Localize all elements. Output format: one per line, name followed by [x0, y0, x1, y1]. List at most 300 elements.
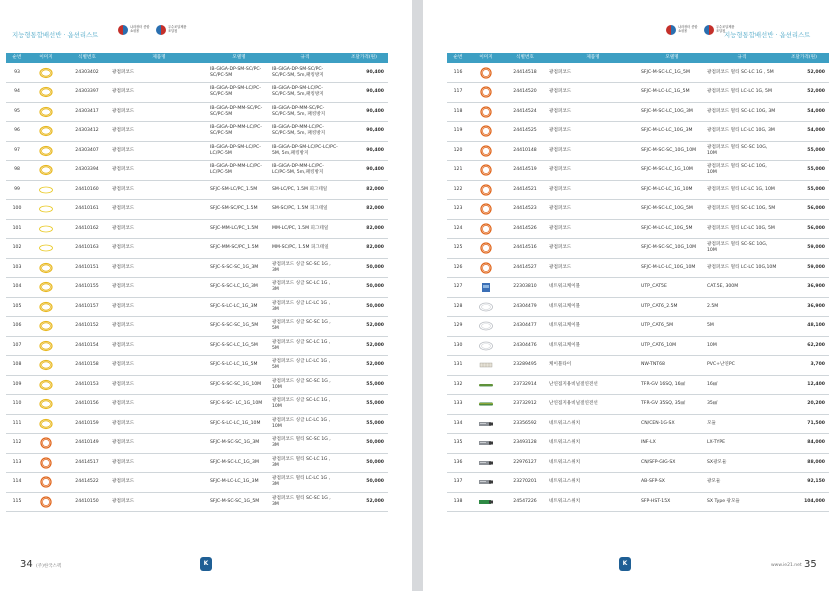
model-name: SFJC-SM-SC/PC_1.5M	[210, 206, 258, 212]
model-name: SFJC-MM-LC/PC_1.5M	[210, 225, 259, 231]
spec: 광점퍼코드 멀티 SC-LC 10G, 5M	[707, 206, 776, 212]
loop-y-icon	[38, 223, 54, 235]
coil-y-icon	[38, 145, 54, 157]
row-number: 107	[12, 342, 22, 348]
identification-number: 24303397	[75, 89, 99, 95]
taegeuk-icon	[156, 25, 166, 35]
table-row	[447, 102, 829, 122]
identification-number: 24410162	[75, 225, 99, 231]
spec: 광점퍼코드 싱글 SC-SC 1G , 10M	[272, 378, 331, 390]
identification-number: 24410152	[75, 323, 99, 329]
identification-number: 24414521	[513, 186, 537, 192]
col-header: 규격	[737, 55, 747, 60]
col-header: 제품명	[152, 55, 166, 60]
model-name: TFR-GV 16SQ, 16㎟	[641, 381, 686, 387]
logo-text: 우수조달제품 조달청	[168, 25, 187, 33]
procurement-price: 50,000	[366, 284, 384, 290]
procurement-price: 62,200	[807, 342, 825, 348]
product-name: 광점퍼코드	[112, 206, 135, 212]
identification-number: 24304477	[513, 323, 537, 329]
procurement-price: 50,000	[366, 479, 384, 485]
coil-o-icon	[478, 242, 494, 254]
product-name: 광점퍼코드	[549, 108, 572, 114]
row-number: 93	[14, 69, 20, 75]
model-name: SFJC-M-LC-LC_1G_3M	[210, 479, 259, 485]
product-image	[28, 453, 64, 473]
header-title: 지능형통합배선반 · 옵션리스트	[12, 31, 99, 39]
model-name: SFJC-S-SC-SC_1G_5M	[210, 323, 259, 329]
identification-number: 24410161	[75, 206, 99, 212]
identification-number: 23493128	[513, 440, 537, 446]
row-number: 134	[453, 420, 463, 426]
table-row	[447, 63, 829, 83]
product-name: 광점퍼코드	[112, 440, 135, 446]
coil-y-icon	[38, 86, 54, 98]
col-header: 식별번호	[516, 55, 534, 60]
procurement-price: 90,400	[366, 147, 384, 153]
procurement-price: 90,400	[366, 128, 384, 134]
table-row	[447, 278, 829, 298]
product-name: 광점퍼코드	[112, 479, 135, 485]
identification-number: 24410148	[513, 147, 537, 153]
logo-text: 우수조달제품 조달청	[716, 25, 735, 33]
model-name: SFJC-M-LC-LC_1G_10M	[641, 186, 693, 192]
product-image	[469, 219, 503, 239]
procurement-price: 52,000	[366, 323, 384, 329]
product-name: 네트워크케이블	[549, 303, 581, 309]
model-name: SFJC-SM-LC/PC_1.5M	[210, 186, 258, 192]
product-name: 광점퍼코드	[549, 89, 572, 95]
row-number: 108	[12, 362, 22, 368]
product-image	[469, 414, 503, 434]
spec: 2.5M	[707, 303, 719, 309]
spec: PVC+난연PC	[707, 362, 735, 368]
product-image	[469, 453, 503, 473]
table-row	[447, 141, 829, 161]
product-name: 광점퍼코드	[112, 459, 135, 465]
product-image	[469, 395, 503, 415]
col-header: 규격	[300, 55, 310, 60]
row-number: 112	[12, 440, 22, 446]
procurement-price: 36,900	[807, 303, 825, 309]
coil-y-icon	[38, 379, 54, 391]
identification-number: 24410149	[75, 440, 99, 446]
spec: 모듈	[707, 420, 716, 426]
col-header: 조달가격(원)	[351, 55, 377, 60]
row-number: 132	[453, 381, 463, 387]
product-image	[28, 258, 64, 278]
product-image	[28, 63, 64, 83]
product-name: 광점퍼코드	[549, 186, 572, 192]
spec: SX광모듈	[707, 459, 727, 465]
procurement-price: 90,400	[366, 167, 384, 173]
procurement-price: 90,400	[366, 108, 384, 114]
table-row	[447, 297, 829, 317]
product-name: 광점퍼코드	[549, 128, 572, 134]
spec: SM-LC/PC, 1.5M 피그테일	[272, 186, 328, 192]
model-name: SFJC-M-SC-LC_1G_3M	[210, 459, 259, 465]
identification-number: 23270201	[513, 479, 537, 485]
row-number: 133	[453, 401, 463, 407]
table-row	[447, 473, 829, 493]
table-row	[447, 336, 829, 356]
identification-number: 24414524	[513, 108, 537, 114]
product-image	[469, 102, 503, 122]
coil-y-icon	[38, 359, 54, 371]
spec: 광점퍼코드 멀티 LC-LC 1G, 10M	[707, 186, 775, 192]
identification-number: 24410163	[75, 245, 99, 251]
cable-w-icon	[478, 340, 494, 352]
logo-text: 나라장터 종합쇼핑몰	[130, 25, 150, 33]
loop-y-icon	[38, 203, 54, 215]
model-name: IB-GIGA-DP-MM-SC/PC-SC/PC-5M	[210, 105, 263, 117]
table-row	[6, 453, 388, 473]
product-name: 네트워크케이블	[549, 284, 581, 290]
row-number: 97	[14, 147, 20, 153]
coil-o-icon	[478, 125, 494, 137]
product-name: 광점퍼코드	[112, 303, 135, 309]
table-row	[447, 219, 829, 239]
procurement-price: 50,000	[366, 303, 384, 309]
spec: IB-GIGA-DP-SM-SC/PC-SC/PC-5M, 5m,패킹방지	[272, 66, 324, 78]
procurement-price: 52,000	[366, 362, 384, 368]
product-name: 난연접지용비닐절연전선	[549, 401, 598, 407]
identification-number: 23732914	[513, 381, 537, 387]
product-image	[469, 180, 503, 200]
model-name: SFJC-S-SC-LC_1G_5M	[210, 342, 258, 348]
product-name: 케이블타이	[549, 362, 572, 368]
row-number: 124	[453, 225, 463, 231]
procurement-price: 55,000	[807, 186, 825, 192]
spec: 광점퍼코드 멀티 SC-SC 1G , 3M	[272, 437, 331, 449]
coil-y-icon	[38, 398, 54, 410]
table-row	[6, 278, 388, 298]
product-image	[469, 83, 503, 103]
table-row	[6, 395, 388, 415]
identification-number: 24414522	[75, 479, 99, 485]
col-header: 제품명	[586, 55, 600, 60]
coil-o-icon	[38, 476, 54, 488]
table-row	[447, 122, 829, 142]
spec: 광점퍼코드 멀티 LC-LC 10G,10M	[707, 264, 777, 270]
identification-number: 24414517	[75, 459, 99, 465]
product-image	[28, 219, 64, 239]
product-image	[28, 317, 64, 337]
product-image	[469, 356, 503, 376]
coil-y-icon	[38, 125, 54, 137]
product-image	[28, 141, 64, 161]
identification-number: 24547226	[513, 498, 537, 504]
product-image	[28, 122, 64, 142]
model-name: TFR-GV 35SQ, 35㎟	[641, 401, 686, 407]
box-b-icon	[478, 281, 494, 293]
coil-y-icon	[38, 164, 54, 176]
col-header: 이미지	[479, 55, 493, 60]
model-name: CN/SFP-GIG-SX	[641, 459, 676, 465]
product-image	[28, 395, 64, 415]
row-number: 101	[12, 225, 22, 231]
footer-company: (주)한국스펙	[36, 564, 62, 569]
wire-g2-icon	[478, 398, 494, 410]
procurement-price: 52,000	[807, 89, 825, 95]
col-header: 식별번호	[78, 55, 96, 60]
table-row	[6, 180, 388, 200]
row-number: 129	[453, 323, 463, 329]
procurement-price: 50,000	[366, 459, 384, 465]
row-number: 125	[453, 245, 463, 251]
procurement-price: 54,000	[807, 108, 825, 114]
table-row	[6, 356, 388, 376]
coil-o-icon	[478, 106, 494, 118]
coil-o-icon	[478, 67, 494, 79]
row-number: 105	[12, 303, 22, 309]
product-name: 광점퍼코드	[112, 89, 135, 95]
identification-number: 24410153	[75, 381, 99, 387]
procurement-price: 84,000	[807, 440, 825, 446]
procurement-logo	[118, 25, 152, 35]
identification-number: 24410159	[75, 420, 99, 426]
product-name: 광점퍼코드	[112, 245, 135, 251]
product-image	[469, 239, 503, 259]
identification-number: 24303412	[75, 128, 99, 134]
model-name: SFJC-M-LC-LC_10G_10M	[641, 264, 696, 270]
product-name: 광점퍼코드	[549, 147, 572, 153]
table-row	[447, 161, 829, 181]
product-name: 광점퍼코드	[549, 167, 572, 173]
table-row	[6, 375, 388, 395]
product-name: 광점퍼코드	[112, 362, 135, 368]
procurement-price: 20,200	[807, 401, 825, 407]
product-image	[28, 102, 64, 122]
identification-number: 23289495	[513, 362, 537, 368]
coil-y-icon	[38, 67, 54, 79]
spec: 광점퍼코드 멀티 SC-LC 10G, 3M	[707, 108, 776, 114]
procurement-price: 59,000	[807, 264, 825, 270]
model-name: SFJC-M-SC-LC_1G_5M	[641, 69, 690, 75]
product-name: 광점퍼코드	[549, 264, 572, 270]
table-row	[447, 453, 829, 473]
procurement-price: 59,000	[807, 245, 825, 251]
page-number: 35	[804, 559, 817, 570]
procurement-price: 50,000	[366, 440, 384, 446]
row-number: 123	[453, 206, 463, 212]
sfp-icon	[478, 418, 494, 430]
product-image	[469, 375, 503, 395]
coil-y-icon	[38, 418, 54, 430]
logo-text: 나라장터 종합쇼핑몰	[678, 25, 698, 33]
table-row	[447, 239, 829, 259]
table-row	[447, 414, 829, 434]
row-number: 117	[453, 89, 463, 95]
spec: IB-GIGA-DP-SM-LC/PC-SC/PC-5M, 5m,패킹방지	[272, 86, 324, 98]
product-image	[28, 492, 64, 512]
spec: LX-TYPE	[707, 440, 725, 446]
row-number: 126	[453, 264, 463, 270]
product-name: 광점퍼코드	[112, 401, 135, 407]
page-number: 34	[20, 559, 33, 570]
product-image	[469, 258, 503, 278]
procurement-price: 56,000	[807, 225, 825, 231]
product-image	[28, 278, 64, 298]
tie-icon	[478, 359, 494, 371]
product-name: 광점퍼코드	[112, 147, 135, 153]
row-number: 102	[12, 245, 22, 251]
spec: 광점퍼코드 싱글 LC-LC 1G , 10M	[272, 417, 331, 429]
model-name: UTP_CAT6_2.5M	[641, 303, 678, 309]
identification-number: 24414519	[513, 167, 537, 173]
model-name: SFJC-M-SC-SC_10G_10M	[641, 245, 697, 251]
sfp-icon	[478, 457, 494, 469]
table-row	[6, 239, 388, 259]
row-number: 130	[453, 342, 463, 348]
col-header: 조달가격(원)	[791, 55, 817, 60]
table-row	[6, 141, 388, 161]
procurement-price: 82,000	[366, 206, 384, 212]
identification-number: 22976127	[513, 459, 537, 465]
wire-g-icon	[478, 379, 494, 391]
table-row	[6, 83, 388, 103]
procurement-price: 90,400	[366, 69, 384, 75]
procurement-price: 3,700	[810, 362, 825, 368]
table-row	[6, 102, 388, 122]
procurement-price: 52,000	[366, 498, 384, 504]
spec: 광점퍼코드 싱글 LC-LC 1G , 5M	[272, 359, 331, 371]
identification-number: 24304476	[513, 342, 537, 348]
model-name: NW-TNT68	[641, 362, 665, 368]
right-page	[423, 0, 835, 591]
col-header: 모델명	[665, 55, 679, 60]
spec: IB-GIGA-DP-SM-LC/PC-LC/PC-5M, 5m,패킹방지	[272, 144, 338, 156]
model-name: SFJC-M-LC-LC_10G_3M	[641, 128, 693, 134]
identification-number: 24414518	[513, 69, 537, 75]
spec: IB-GIGA-DP-MM-LC/PC-LC/PC-5M, 5m,패킹방지	[272, 164, 324, 176]
table-row	[6, 492, 388, 512]
product-name: 광점퍼코드	[112, 128, 135, 134]
spec: 광점퍼코드 멀티 SC-LC 1G , 3M	[272, 456, 331, 468]
coil-o-icon	[38, 457, 54, 469]
product-image	[469, 141, 503, 161]
spec: MM-LC/PC, 1.5M 피그테일	[272, 225, 329, 231]
row-number: 128	[453, 303, 463, 309]
coil-o-icon	[478, 203, 494, 215]
model-name: SFJC-M-SC-LC_10G_5M	[641, 206, 693, 212]
table-row	[447, 180, 829, 200]
identification-number: 24414523	[513, 206, 537, 212]
spec: 광점퍼코드 싱글 SC-SC 1G , 5M	[272, 320, 331, 332]
identification-number: 24414520	[513, 89, 537, 95]
table-header	[6, 53, 388, 63]
table-row	[6, 414, 388, 434]
table-row	[447, 395, 829, 415]
table-row	[6, 200, 388, 220]
product-name: 광점퍼코드	[112, 69, 135, 75]
product-image	[28, 161, 64, 181]
model-name: CN/CEN-1G-SX	[641, 420, 675, 426]
identification-number: 24303394	[75, 167, 99, 173]
procurement-price: 104,000	[804, 498, 825, 504]
excellent-product-logo	[156, 25, 190, 35]
model-name: INF-LX	[641, 440, 656, 446]
product-name: 네트워크스위치	[549, 420, 581, 426]
table-row	[6, 434, 388, 454]
product-image	[469, 63, 503, 83]
row-number: 113	[12, 459, 22, 465]
table-row	[447, 356, 829, 376]
row-number: 127	[453, 284, 463, 290]
identification-number: 24414516	[513, 245, 537, 251]
spec: 광점퍼코드 싱글 SC-LC 1G , 10M	[272, 398, 331, 410]
model-name: SFJC-S-LC-LC_1G_3M	[210, 303, 258, 309]
row-number: 118	[453, 108, 463, 114]
row-number: 137	[453, 479, 463, 485]
cable-w-icon	[478, 320, 494, 332]
product-image	[28, 473, 64, 493]
taegeuk-icon	[666, 25, 676, 35]
product-name: 네트워크케이블	[549, 342, 581, 348]
spec: 광점퍼코드 싱글 SC-LC 1G , 5M	[272, 339, 331, 351]
product-image	[469, 317, 503, 337]
product-name: 네트워크스위치	[549, 440, 581, 446]
model-name: IB-GIGA-DP-MM-LC/PC-LC/PC-5M	[210, 164, 262, 176]
identification-number: 24303417	[75, 108, 99, 114]
model-name: SFJC-S-SC-LC_1G_3M	[210, 284, 258, 290]
procurement-price: 55,000	[366, 420, 384, 426]
price-table-left	[6, 53, 388, 512]
identification-number: 24410154	[75, 342, 99, 348]
row-number: 119	[453, 128, 463, 134]
product-name: 광점퍼코드	[112, 167, 135, 173]
product-image	[469, 492, 503, 512]
spec: 광점퍼코드 멀티 SC-LC 1G , 5M	[707, 69, 774, 75]
product-name: 광점퍼코드	[549, 245, 572, 251]
identification-number: 24410157	[75, 303, 99, 309]
model-name: SFJC-S-SC-SC_1G_10M	[210, 381, 262, 387]
table-row	[447, 200, 829, 220]
spec: 광점퍼코드 멀티 SC-SC 1G , 3M	[272, 495, 331, 507]
row-number: 121	[453, 167, 463, 173]
identification-number: 24414526	[513, 225, 537, 231]
product-image	[28, 414, 64, 434]
identification-number: 24414525	[513, 128, 537, 134]
coil-o-icon	[478, 184, 494, 196]
sfp-icon	[478, 476, 494, 488]
product-name: 광점퍼코드	[549, 225, 572, 231]
product-image	[469, 473, 503, 493]
row-number: 110	[12, 401, 22, 407]
row-number: 104	[12, 284, 22, 290]
product-image	[28, 336, 64, 356]
model-name: SFJC-S-SC- LC_1G_10M	[210, 401, 263, 407]
col-header: 모델명	[232, 55, 246, 60]
product-name: 광점퍼코드	[112, 342, 135, 348]
procurement-price: 90,400	[366, 89, 384, 95]
table-row	[6, 258, 388, 278]
product-image	[469, 297, 503, 317]
spec: SM-SC/PC, 1.5M 피그테일	[272, 206, 328, 212]
procurement-price: 82,000	[366, 225, 384, 231]
coil-o-icon	[38, 437, 54, 449]
row-number: 131	[453, 362, 463, 368]
coil-o-icon	[478, 164, 494, 176]
product-image	[28, 83, 64, 103]
row-number: 116	[453, 69, 463, 75]
model-name: SFJC-S-LC-LC_1G_10M	[210, 420, 261, 426]
header-title: 지능형통합배선반 · 옵션리스트	[724, 31, 811, 39]
procurement-logo	[666, 25, 700, 35]
row-number: 111	[12, 420, 22, 426]
procurement-price: 52,000	[366, 342, 384, 348]
coil-o-icon	[478, 145, 494, 157]
